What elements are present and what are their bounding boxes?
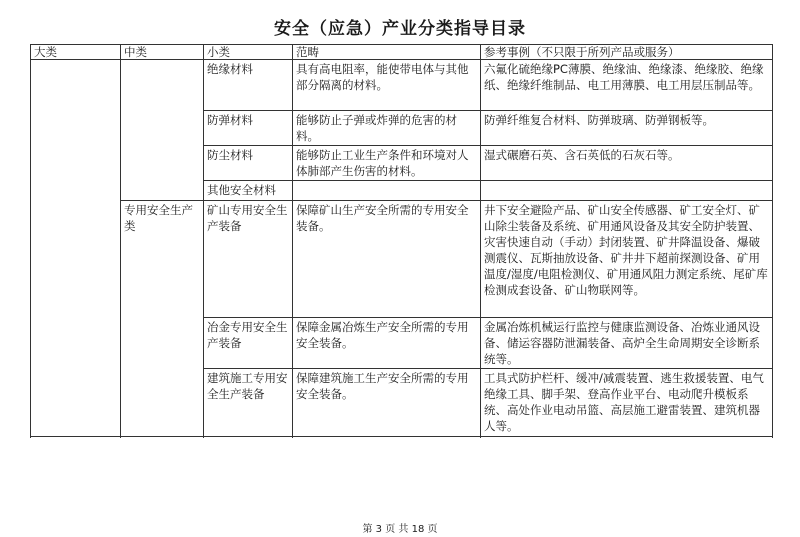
minor-category-cell: 防尘材料 xyxy=(204,146,293,181)
examples-cell xyxy=(481,181,773,201)
minor-category-cell: 建筑施工专用安全生产装备 xyxy=(204,369,293,437)
table-row xyxy=(31,60,773,111)
header-examples: 参考事例（不只限于所列产品或服务） xyxy=(481,45,773,60)
examples-cell: 井下安全避险产品、矿山安全传感器、矿工安全灯、矿山除尘装备及系统、矿用通风设备及其安全防护装置、灾害快速自动（手动）封闭装置、矿井降温设备、爆破测震仪、瓦斯抽放设备、矿井井下超前探测设备、矿用温度/湿度/电阻检测仪、矿用通风阻力测定系统、尾矿库检测成套设备、矿山物联网等。 xyxy=(481,201,773,318)
minor-category-cell: 矿山专用安全生产装备 xyxy=(204,201,293,318)
header-scope: 范畴 xyxy=(293,45,481,60)
page-title: 安全（应急）产业分类指导目录 xyxy=(274,19,526,39)
examples-cell: 防弹纤维复合材料、防弹玻璃、防弹钢板等。 xyxy=(481,111,773,146)
page-number-footer: 第 3 页 共 18 页 xyxy=(362,524,438,535)
minor-category-cell: 绝缘材料 xyxy=(204,60,293,111)
header-middle-category: 中类 xyxy=(121,45,204,60)
catalog-table xyxy=(30,44,773,437)
examples-cell: 工具式防护栏杆、缓冲/减震装置、逃生救援装置、电气绝缘工具、脚手架、登高作业平台、电动爬升模板系统、高处作业电动吊篮、高层施工避雷装置、建筑机器人等。 xyxy=(481,369,773,437)
header-minor-category: 小类 xyxy=(204,45,293,60)
scope-cell: 能够防止工业生产条件和环境对人体肺部产生伤害的材料。 xyxy=(293,146,481,181)
middle-category-cell: 专用安全生产类 xyxy=(121,201,204,437)
major-category-cell xyxy=(31,60,121,437)
examples-cell: 金属冶炼机械运行监控与健康监测设备、冶炼业通风设备、储运容器防泄漏装备、高炉全生命周期安全诊断系统等。 xyxy=(481,318,773,369)
scope-cell: 保障矿山生产安全所需的专用安全装备。 xyxy=(293,201,481,318)
scope-cell: 具有高电阻率，能使带电体与其他部分隔离的材料。 xyxy=(293,60,481,111)
minor-category-cell: 防弹材料 xyxy=(204,111,293,146)
minor-category-cell: 冶金专用安全生产装备 xyxy=(204,318,293,369)
scope-cell: 保障建筑施工生产安全所需的专用安全装备。 xyxy=(293,369,481,437)
scope-cell: 保障金属冶炼生产安全所需的专用安全装备。 xyxy=(293,318,481,369)
examples-cell: 六氟化硫绝缘PC薄膜、绝缘油、绝缘漆、绝缘胶、绝缘纸、绝缘纤维制品、电工用薄膜、电工用层压制品等。 xyxy=(481,60,773,111)
header-major-category: 大类 xyxy=(31,45,121,60)
examples-cell: 湿式碾磨石英、含石英低的石灰石等。 xyxy=(481,146,773,181)
middle-category-cell-continued xyxy=(121,60,204,201)
scope-cell: 能够防止子弹或炸弹的危害的材料。 xyxy=(293,111,481,146)
scope-cell xyxy=(293,181,481,201)
table-row xyxy=(31,201,773,318)
table-header-row xyxy=(31,45,773,60)
minor-category-cell: 其他安全材料 xyxy=(204,181,293,201)
